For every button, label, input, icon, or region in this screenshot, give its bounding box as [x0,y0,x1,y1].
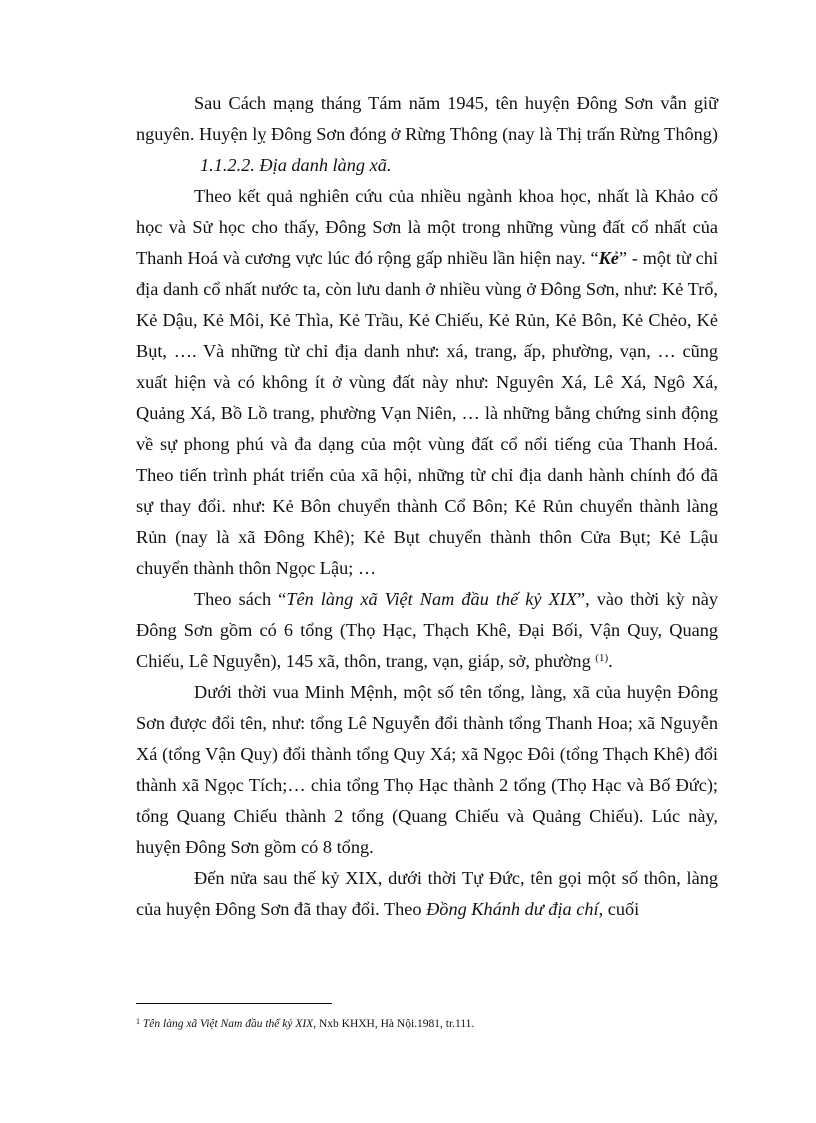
paragraph-5-text-end: , cuối [598,899,640,919]
term-ke: Kẻ [598,248,619,268]
paragraph-1: Sau Cách mạng tháng Tám năm 1945, tên huyện Đông Sơn vẫn giữ nguyên. Huyện lỵ Đông Sơn đóng ở Rừng Thông (nay là Thị trấn Rừng Thông) [136,93,718,144]
paragraph-3-text-end: ”, vào thời kỳ này Đông Sơn gồm có 6 tổng (Thọ Hạc, Thạch Khê, Đại Bối, Vận Quy, Quang Chiếu, Lê Nguyễn), 145 xã, thôn, trang, vạn, giáp, sở, phường [136,589,718,671]
footnote-number: 1 [136,1017,140,1026]
paragraph-4: Dưới thời vua Minh Mệnh, một số tên tổng, làng, xã của huyện Đông Sơn được đổi tên, như: tổng Lê Nguyễn đổi thành tổng Thanh Hoa; xã Nguyễn Xá (tổng Vận Quy) đổi thành tổng Quy Xá; xã Ngọc Đôi (tổng Thạch Khê) đổi thành xã Ngọc Tích;… chia tổng Thọ Hạc thành 2 tổng (Thọ Hạc và Bố Đức); tổng Quang Chiếu thành 2 tổng (Quang Chiếu và Quảng Chiếu). Lúc này, huyện Đông Sơn gồm có 8 tổng. [136,682,718,857]
document-body [136,88,718,925]
footnote-text: , Nxb KHXH, Hà Nội.1981, tr.111. [313,1018,475,1030]
paragraph-5-text-start: Đến nửa sau thế kỷ XIX, dưới thời Tự Đức, tên gọi một số thôn, làng của huyện Đông Sơn đã thay đổi. Theo [136,868,718,919]
paragraph-5 [136,863,718,925]
footnote [136,1015,718,1031]
footnote-separator [136,1003,332,1004]
footnote-reference: (1) [595,652,609,664]
section-heading: 1.1.2.2. Địa danh làng xã. [200,155,392,175]
footnote-title: Tên làng xã Việt Nam đầu thế kỷ XIX [142,1018,314,1030]
paragraph-2-text-start: Theo kết quả nghiên cứu của nhiều ngành khoa học, nhất là Khảo cổ học và Sử học cho thấy, Đông Sơn là một trong những vùng đất cổ nhất của Thanh Hoá và cương vực lúc đó rộng gấp nhiều lần hiện nay. “ [136,186,718,268]
paragraph-3 [136,584,718,677]
paragraph-3-period: . [608,651,613,671]
paragraph-2-text-end: ” - một từ chỉ địa danh cổ nhất nước ta, còn lưu danh ở nhiều vùng ở Đông Sơn, như: Kẻ Trổ, Kẻ Dậu, Kẻ Môi, Kẻ Thìa, Kẻ Trầu, Kẻ Chiếu, Kẻ Rủn, Kẻ Bôn, Kẻ Chẻo, Kẻ Bụt, …. Và những từ chỉ địa danh như: xá, trang, ấp, phường, vạn, … cũng xuất hiện và có không ít ở vùng đất này như: Nguyên Xá, Lê Xá, Ngô Xá, Quảng Xá, Bồ Lồ trang, phường Vạn Niên, … là những bằng chứng sinh động về sự phong phú và đa dạng của một vùng đất cổ nổi tiếng của Thanh Hoá. Theo tiến trình phát triển của xã hội, những từ chỉ địa danh hành chính đó đã sự thay đổi. như: Kẻ Bôn chuyển thành Cổ Bôn; Kẻ Rủn chuyển thành làng Rủn (nay là xã Đông Khê); Kẻ Bụt chuyển thành thôn Cửa Bụt; Kẻ Lậu chuyển thành thôn Ngọc Lậu; … [136,248,718,578]
book-title-dong-khanh: Đồng Khánh dư địa chí [426,899,599,919]
paragraph-2 [136,181,718,584]
paragraph-3-text-start: Theo sách “ [194,589,287,609]
book-title: Tên làng xã Việt Nam đầu thế kỷ XIX [286,589,578,609]
